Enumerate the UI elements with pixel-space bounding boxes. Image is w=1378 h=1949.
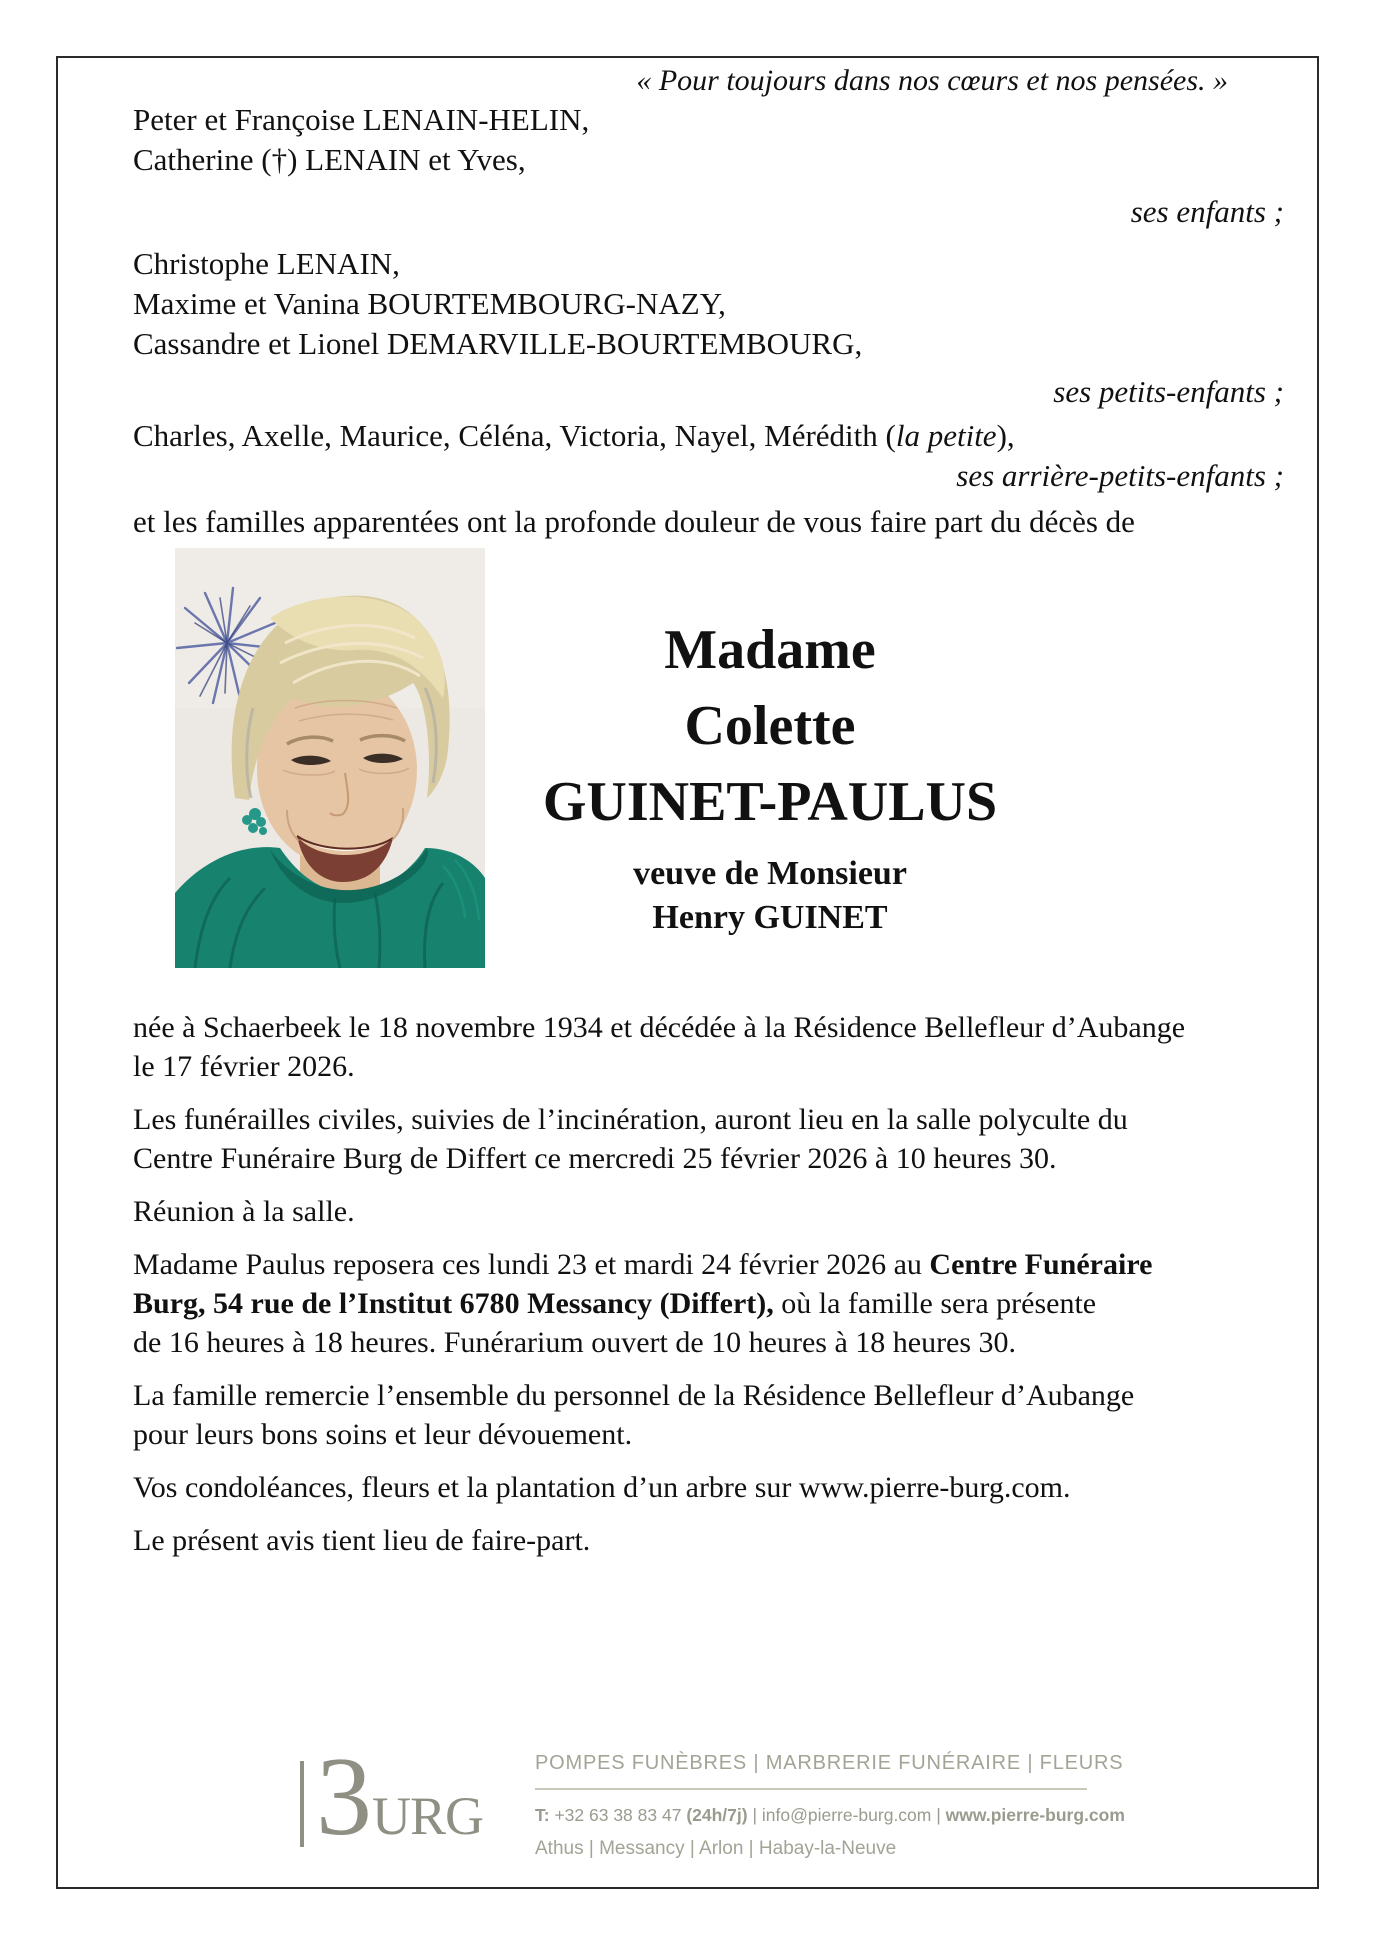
- burg-logo: [300, 1735, 484, 1859]
- great-grandchildren-label: ses arrière-petits-enfants ;: [956, 458, 1284, 493]
- deceased-last-name: GUINET-PAULUS: [542, 771, 998, 833]
- children-label: ses enfants ;: [1130, 194, 1284, 229]
- children-line: Peter et Françoise LENAIN-HELIN,: [133, 102, 590, 137]
- portrait-photo: [175, 548, 485, 968]
- great-grandchildren-line: Charles, Axelle, Maurice, Céléna, Victoria, Nayel, Mérédith (la petite),: [133, 418, 1015, 453]
- funeral-paragraph: Les funérailles civiles, suivies de l’incinération, auront lieu en la salle polyculte du Centre Funéraire Burg de Differt ce mercredi 25 février 2026 à 10 heures 30.: [133, 1103, 1128, 1175]
- deceased-title: Madame: [664, 619, 876, 681]
- funeral-home-footer: [535, 1752, 1125, 1860]
- family-section: [133, 100, 1284, 542]
- burg-logo-text: URG: [372, 1786, 484, 1846]
- condolences-paragraph: Vos condoléances, fleurs et la plantation d’un arbre sur www.pierre-burg.com.: [133, 1471, 1071, 1504]
- portrait-photo-illustration: [175, 548, 485, 968]
- deceased-name-block: [485, 612, 1055, 940]
- footer-cities-line: Athus | Messancy | Arlon | Habay-la-Neuve: [535, 1838, 897, 1859]
- burg-logo-bar: [300, 1761, 304, 1847]
- grandchildren-label: ses petits-enfants ;: [1053, 374, 1284, 409]
- notice-paragraph: Le présent avis tient lieu de faire-part.: [133, 1524, 591, 1557]
- thanks-paragraph: La famille remercie l’ensemble du personnel de la Résidence Bellefleur d’Aubange pour leurs bons soins et leur dévouement.: [133, 1379, 1135, 1451]
- visitation-paragraph: Madame Paulus reposera ces lundi 23 et mardi 24 février 2026 au Centre Funéraire Burg, 54 rue de l’Institut 6780 Messancy (Differt), où la famille sera présente de 16 heures à 18 heures. Funérarium ouvert de 10 heures à 18 heures 30.: [133, 1248, 1153, 1359]
- grandchildren-line: Cassandre et Lionel DEMARVILLE-BOURTEMBOURG,: [133, 326, 863, 361]
- birth-death-paragraph: née à Schaerbeek le 18 novembre 1934 et décédée à la Résidence Bellefleur d’Aubange le 17 février 2026.: [133, 1011, 1186, 1083]
- footer-contact-line: T: +32 63 38 83 47 (24h/7j) | info@pierre-burg.com | www.pierre-burg.com: [535, 1805, 1125, 1825]
- grandchildren-line: Maxime et Vanina BOURTEMBOURG-NAZY,: [133, 286, 726, 321]
- footer-services-line: POMPES FUNÈBRES | MARBRERIE FUNÉRAIRE | FLEURS: [535, 1752, 1124, 1774]
- children-line: Catherine (†) LENAIN et Yves,: [133, 142, 526, 177]
- spouse-name: Henry GUINET: [652, 899, 888, 936]
- memorial-quote: « Pour toujours dans nos cœurs et nos pensées. »: [636, 64, 1228, 97]
- announcement-line: et les familles apparentées ont la profonde douleur de vous faire part du décès de: [133, 504, 1135, 539]
- deceased-first-name: Colette: [684, 695, 856, 757]
- burg-logo-b-glyph: 3: [316, 1735, 372, 1859]
- reunion-paragraph: Réunion à la salle.: [133, 1195, 355, 1228]
- widow-of-line: veuve de Monsieur: [633, 855, 907, 892]
- obituary-body: [133, 1008, 1284, 1574]
- footer-divider: [535, 1788, 1087, 1790]
- grandchildren-line: Christophe LENAIN,: [133, 246, 400, 281]
